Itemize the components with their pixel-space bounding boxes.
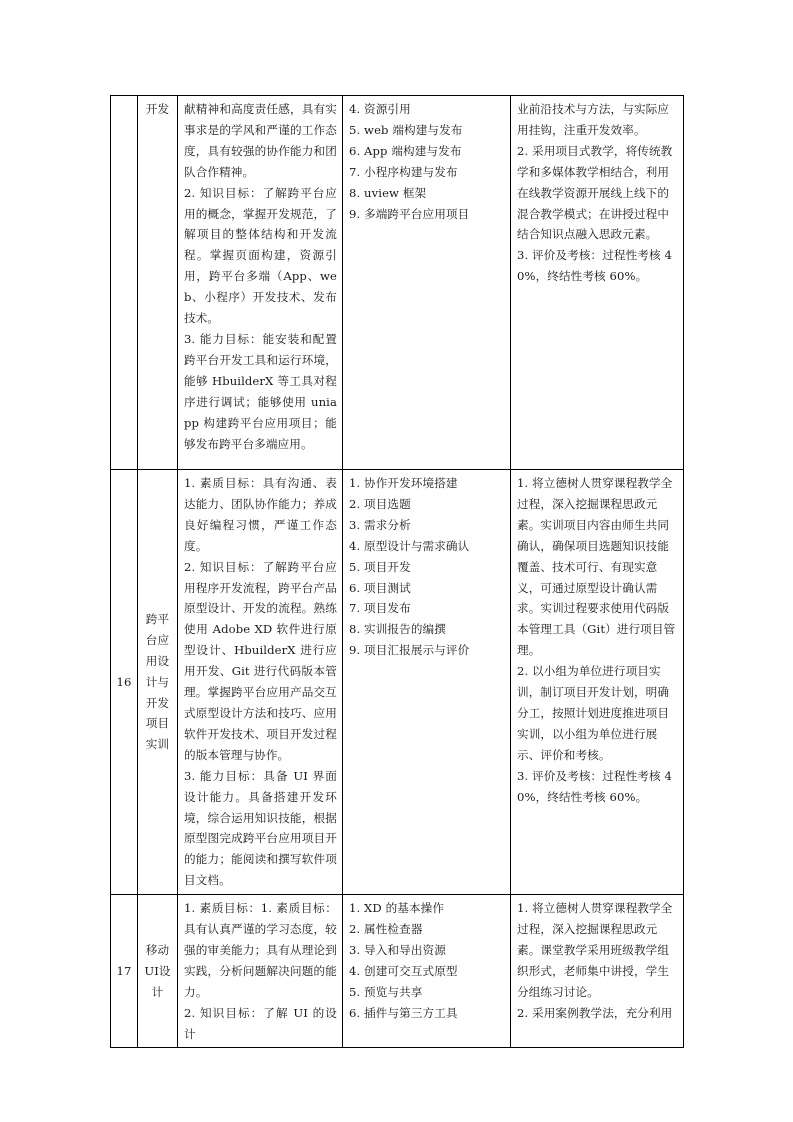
method-paragraph: 业前沿技术与方法，与实际应用挂钩，注重开发效率。 [517,102,670,137]
course-name: 移动UI设计 [144,942,171,999]
course-contents-cell [343,470,511,895]
content-item: 8. 实训报告的编撰 [349,622,446,637]
row-number-cell [111,96,138,470]
content-item: 7. 小程序构建与发布 [349,164,458,179]
course-name-cell [138,96,178,470]
goal-paragraph: 1. 素质目标：1. 素质目标：具有认真严谨的学习态度，较强的审美能力；具有从理论到实践，分析问题解决问题的能力。 [184,901,337,999]
table-row [111,96,684,470]
course-name-cell [138,470,178,895]
course-name: 跨平台应用设计与开发项目实训 [145,611,170,752]
row-number: 16 [116,674,132,689]
row-number-cell [111,895,138,1048]
content-item: 4. 创建可交互式原型 [349,963,458,978]
content-item: 1. XD 的基本操作 [349,901,445,916]
content-item: 7. 项目发布 [349,601,411,616]
goal-paragraph: 2. 知识目标：了解 UI 的设计 [184,1005,337,1041]
goal-paragraph: 3. 能力目标：具备 UI 界面设计能力。具备搭建开发环境，综合运用知识技能，根据原型图完成跨平台应用项目开的能力；能阅读和撰写软件项目文档。 [184,768,337,888]
content-item: 1. 协作开发环境搭建 [349,476,458,490]
teaching-methods-cell [511,895,684,1048]
content-item: 4. 资源引用 [349,102,411,116]
content-item: 4. 原型设计与需求确认 [349,538,470,553]
goal-paragraph: 2. 知识目标：了解跨平台应用的概念，掌握开发规范，了解项目的整体结构和开发流程。掌握页面构建，资源引用，跨平台多端（App、web、小程序）开发技术、发布技术。 [184,185,337,326]
method-paragraph: 2. 采用案例教学法，充分利用 [517,1005,673,1020]
content-item: 5. 预览与共享 [349,984,423,999]
content-item: 5. 项目开发 [349,559,411,574]
method-paragraph: 1. 将立德树人贯穿课程教学全过程，深入挖掘课程思政元素。实训项目内容由师生共同确认，确保项目选题知识技能覆盖、技术可行、有现实意义，可通过原型设计确认需求。实训过程要求使用代码版本管理工具（Git）进行项目管理。 [517,476,676,658]
goal-paragraph: 2. 知识目标：了解跨平台应用程序开发流程，跨平台产品原型设计、开发的流程。熟练使用 Adobe XD 软件进行原型设计、HbuilderX 进行应用开发、Git 进行代码版本管理。掌握跨平台应用产品交互式原型设计方法和技巧、应用软件开发技术、项目开发过程的版本管理与协作。 [184,559,337,762]
course-goals-cell [178,96,343,470]
content-item: 2. 项目选题 [349,496,411,511]
course-contents-cell [343,96,511,470]
table-row [111,470,684,895]
content-item: 8. uview 框架 [349,185,427,200]
table-row [111,895,684,1048]
content-item: 9. 项目汇报展示与评价 [349,643,470,658]
goal-paragraph: 1. 素质目标：具有沟通、表达能力、团队协作能力；养成良好编程习惯，严谨工作态度。 [184,476,337,553]
teaching-methods-cell [511,96,684,470]
course-contents-cell [343,895,511,1048]
course-name-cell [138,895,178,1048]
course-goals-cell [178,895,343,1048]
method-paragraph: 3. 评价及考核：过程性考核 40%，终结性考核 60%。 [517,768,672,804]
row-number: 17 [116,963,132,978]
course-name: 开发 [145,102,170,116]
teaching-methods-cell [511,470,684,895]
content-item: 3. 导入和导出资源 [349,942,446,957]
method-paragraph: 1. 将立德树人贯穿课程教学全过程，深入挖掘课程思政元素。课堂教学采用班级教学组织形式，老师集中讲授，学生分组练习讨论。 [517,901,673,999]
goal-paragraph: 3. 能力目标：能安装和配置跨平台开发工具和运行环境，能够 HbuilderX 等工具对程序进行调试；能够使用 uniapp 构建跨平台应用项目；能够发布跨平台多端应用。 [184,331,337,451]
method-paragraph: 2. 以小组为单位进行项目实训，制订项目开发计划，明确分工，按照计划进度推进项目实训，以小组为单位进行展示、评价和考核。 [517,664,670,762]
content-item: 6. App 端构建与发布 [349,143,462,158]
goal-paragraph: 献精神和高度责任感，具有实事求是的学风和严谨的工作态度，具有较强的协作能力和团队合作精神。 [184,102,337,179]
course-table [110,95,684,1048]
content-item: 9. 多端跨平台应用项目 [349,206,470,221]
content-item: 6. 项目测试 [349,580,411,595]
content-item: 3. 需求分析 [349,517,411,532]
content-item: 5. web 端构建与发布 [349,122,463,137]
method-paragraph: 3. 评价及考核：过程性考核 40%，终结性考核 60%。 [517,248,672,284]
row-number-cell [111,470,138,895]
content-item: 6. 插件与第三方工具 [349,1005,458,1020]
course-goals-cell [178,470,343,895]
method-paragraph: 2. 采用项目式教学，将传统教学和多媒体教学相结合，利用在线教学资源开展线上线下的混合教学模式；在讲授过程中结合知识点融入思政元素。 [517,143,673,242]
content-item: 2. 属性检查器 [349,922,423,937]
